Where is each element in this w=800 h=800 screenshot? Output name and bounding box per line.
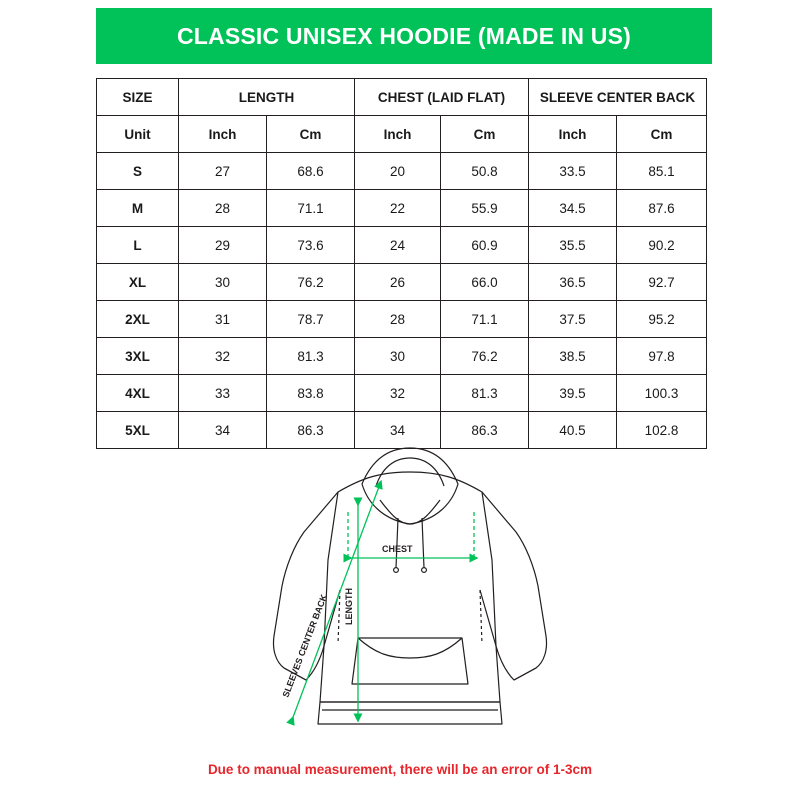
cell-length-inch: 28: [179, 190, 267, 227]
cell-sleeve-cm: 90.2: [617, 227, 707, 264]
label-length: LENGTH: [344, 588, 354, 625]
cell-length-cm: 78.7: [267, 301, 355, 338]
header-unit-chest-cm: Cm: [441, 116, 529, 153]
label-chest: CHEST: [382, 544, 413, 554]
page-title: CLASSIC UNISEX HOODIE (MADE IN US): [176, 22, 632, 49]
cell-sleeve-cm: 85.1: [617, 153, 707, 190]
header-unit: Unit: [97, 116, 179, 153]
cell-sleeve-cm: 97.8: [617, 338, 707, 375]
label-sleeves-center-back: SLEEVES CENTER BACK: [280, 592, 330, 699]
header-banner: [96, 8, 712, 64]
cell-length-cm: 71.1: [267, 190, 355, 227]
cell-sleeve-inch: 37.5: [529, 301, 617, 338]
cell-size: 2XL: [97, 301, 179, 338]
cell-chest-inch: 34: [355, 412, 441, 449]
cell-chest-cm: 81.3: [441, 375, 529, 412]
table-row: [97, 190, 707, 227]
cell-sleeve-inch: 33.5: [529, 153, 617, 190]
table-row: [97, 301, 707, 338]
size-table-container: [96, 78, 706, 449]
table-row: [97, 264, 707, 301]
cell-size: 3XL: [97, 338, 179, 375]
cell-sleeve-inch: 34.5: [529, 190, 617, 227]
cell-length-inch: 34: [179, 412, 267, 449]
header-unit-sleeve-inch: Inch: [529, 116, 617, 153]
cell-chest-inch: 30: [355, 338, 441, 375]
cell-sleeve-cm: 100.3: [617, 375, 707, 412]
header-chest: CHEST (LAID FLAT): [355, 79, 529, 116]
cell-length-inch: 27: [179, 153, 267, 190]
cell-chest-cm: 76.2: [441, 338, 529, 375]
cell-sleeve-inch: 35.5: [529, 227, 617, 264]
cell-sleeve-inch: 36.5: [529, 264, 617, 301]
size-table: [96, 78, 707, 449]
header-unit-chest-inch: Inch: [355, 116, 441, 153]
cell-chest-cm: 66.0: [441, 264, 529, 301]
table-row: [97, 227, 707, 264]
cell-chest-inch: 32: [355, 375, 441, 412]
cell-chest-inch: 26: [355, 264, 441, 301]
cell-length-cm: 68.6: [267, 153, 355, 190]
cell-length-inch: 31: [179, 301, 267, 338]
cell-chest-inch: 28: [355, 301, 441, 338]
cell-chest-cm: 71.1: [441, 301, 529, 338]
cell-chest-cm: 60.9: [441, 227, 529, 264]
table-row: [97, 338, 707, 375]
header-sleeve: SLEEVE CENTER BACK: [529, 79, 707, 116]
header-unit-sleeve-cm: Cm: [617, 116, 707, 153]
cell-chest-inch: 20: [355, 153, 441, 190]
cell-size: S: [97, 153, 179, 190]
cell-length-inch: 29: [179, 227, 267, 264]
cell-length-inch: 32: [179, 338, 267, 375]
cell-sleeve-inch: 40.5: [529, 412, 617, 449]
cell-chest-cm: 86.3: [441, 412, 529, 449]
cell-size: L: [97, 227, 179, 264]
header-length: LENGTH: [179, 79, 355, 116]
cell-sleeve-cm: 95.2: [617, 301, 707, 338]
cell-chest-inch: 22: [355, 190, 441, 227]
cell-sleeve-inch: 38.5: [529, 338, 617, 375]
cell-length-inch: 33: [179, 375, 267, 412]
cell-sleeve-cm: 102.8: [617, 412, 707, 449]
cell-size: XL: [97, 264, 179, 301]
cell-length-inch: 30: [179, 264, 267, 301]
table-body: [97, 153, 707, 449]
cell-length-cm: 81.3: [267, 338, 355, 375]
cell-sleeve-inch: 39.5: [529, 375, 617, 412]
cell-chest-cm: 50.8: [441, 153, 529, 190]
hoodie-diagram: [230, 440, 590, 740]
cell-size: 5XL: [97, 412, 179, 449]
cell-size: M: [97, 190, 179, 227]
cell-sleeve-cm: 92.7: [617, 264, 707, 301]
measurement-disclaimer: Due to manual measurement, there will be an error of 1-3cm: [207, 762, 593, 777]
cell-length-cm: 73.6: [267, 227, 355, 264]
cell-size: 4XL: [97, 375, 179, 412]
table-row: [97, 153, 707, 190]
header-size: SIZE: [97, 79, 179, 116]
cell-chest-inch: 24: [355, 227, 441, 264]
cell-sleeve-cm: 87.6: [617, 190, 707, 227]
table-unit-header-row: [97, 116, 707, 153]
table-row: [97, 375, 707, 412]
cell-length-cm: 76.2: [267, 264, 355, 301]
cell-length-cm: 86.3: [267, 412, 355, 449]
header-unit-length-inch: Inch: [179, 116, 267, 153]
header-unit-length-cm: Cm: [267, 116, 355, 153]
cell-chest-cm: 55.9: [441, 190, 529, 227]
cell-length-cm: 83.8: [267, 375, 355, 412]
table-group-header-row: [97, 79, 707, 116]
